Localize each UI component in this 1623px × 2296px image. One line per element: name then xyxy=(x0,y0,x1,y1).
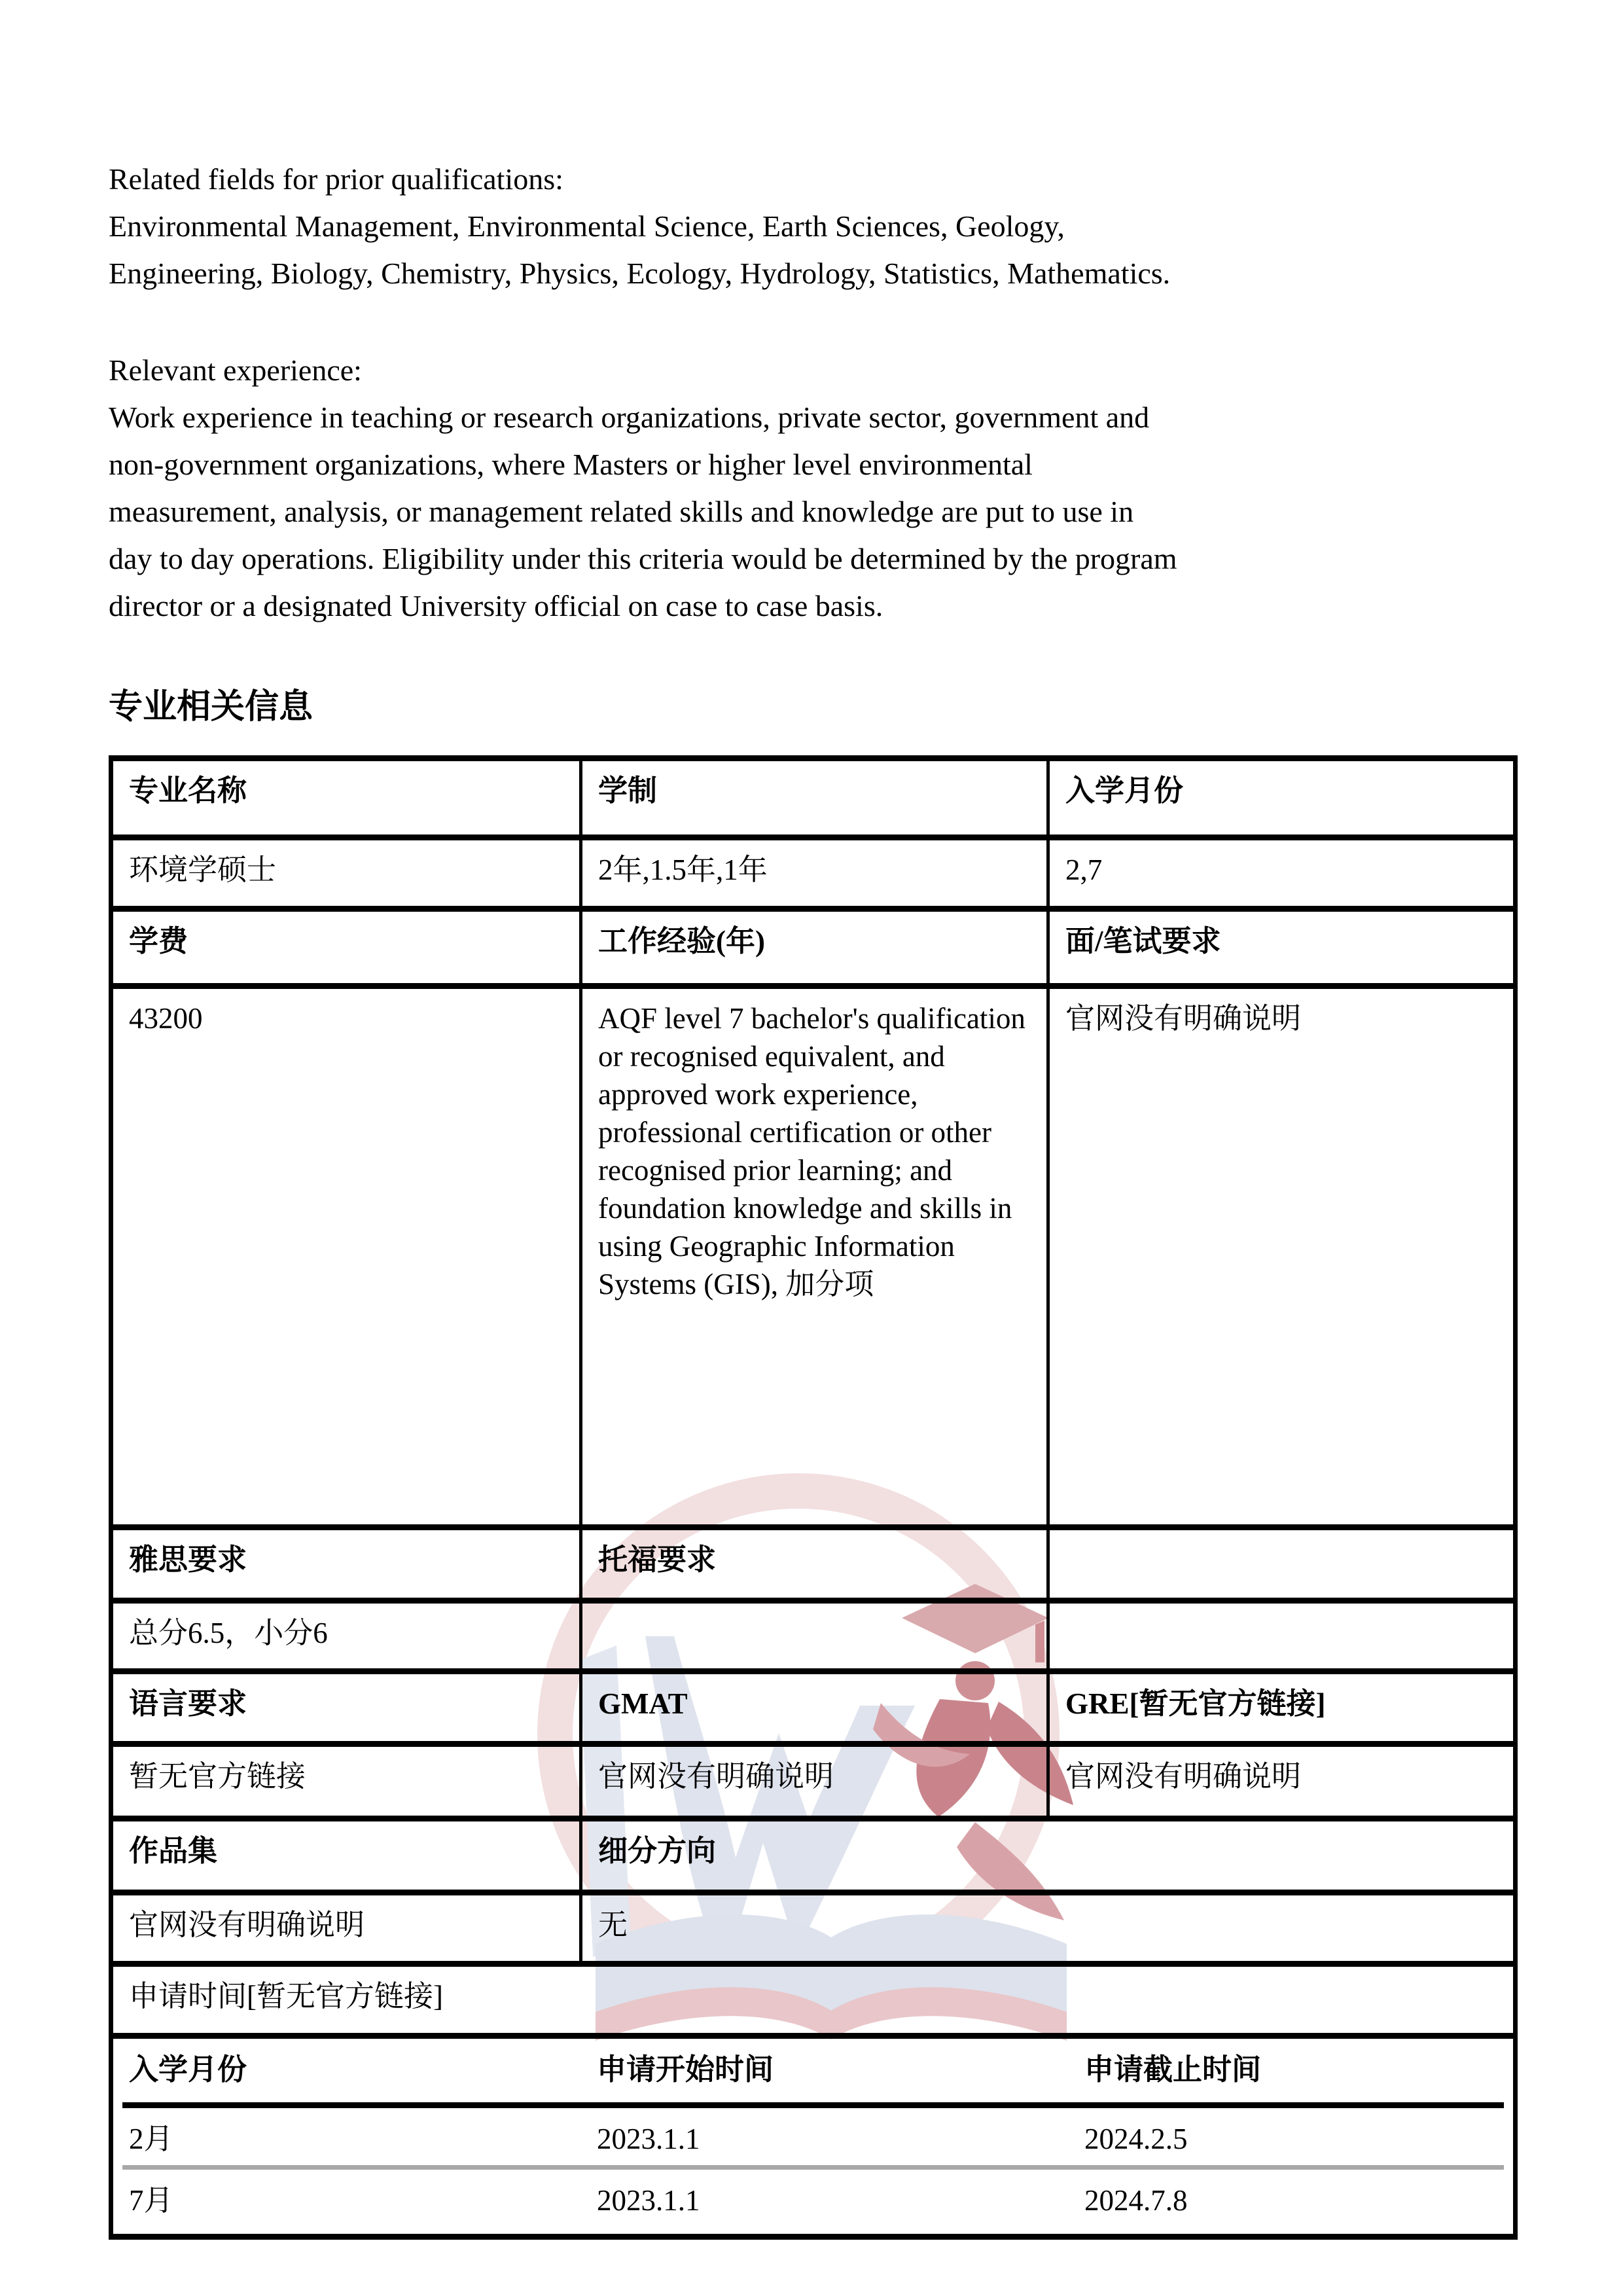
td-ielts: 总分6.5，小分6 xyxy=(111,1601,581,1672)
intro-text xyxy=(109,156,1513,630)
intro-line: Work experience in teaching or research organizations, private sector, government and xyxy=(109,401,1150,434)
td-empty xyxy=(1048,1601,1516,1672)
td-intake-month: 2,7 xyxy=(1048,838,1516,909)
td-duration: 2年,1.5年,1年 xyxy=(581,838,1048,909)
td-program-name: 环境学硕士 xyxy=(111,838,581,909)
th-program-name: 专业名称 xyxy=(111,759,581,838)
th-language-req: 语言要求 xyxy=(111,1672,581,1744)
th-gre: GRE[暂无官方链接] xyxy=(1048,1672,1516,1744)
th-interview-test: 面/笔试要求 xyxy=(1048,909,1516,986)
intro-line: measurement, analysis, or management related skills and knowledge are put to use in xyxy=(109,495,1134,528)
intro-line: Relevant experience: xyxy=(109,353,362,387)
intro-line: director or a designated University official on case to case basis. xyxy=(109,589,883,622)
td-application-time-label: 申请时间[暂无官方链接] xyxy=(111,1964,1516,2036)
td-apply-deadline: 2024.7.8 xyxy=(1084,2184,1188,2217)
td-portfolio: 官网没有明确说明 xyxy=(111,1893,581,1964)
td-specialization: 无 xyxy=(581,1893,1516,1964)
th-empty xyxy=(1048,1528,1516,1601)
intro-line: Environmental Management, Environmental Science, Earth Sciences, Geology, xyxy=(109,209,1065,243)
td-apply-intake: 7月 xyxy=(129,2184,173,2217)
td-work-experience: AQF level 7 bachelor's qualification or recognised equivalent, and approved work experience, professional certification or other recognised prior learning; and foundation knowledge and skills in using Geographic Information Systems (GIS), 加分项 xyxy=(581,986,1048,1528)
table-row xyxy=(111,759,1516,838)
td-apply-open: 2023.1.1 xyxy=(597,2123,700,2155)
th-duration: 学制 xyxy=(581,759,1048,838)
th-apply-intake: 入学月份 xyxy=(129,2053,247,2086)
section-title: 专业相关信息 xyxy=(109,689,313,726)
th-toefl: 托福要求 xyxy=(581,1528,1048,1601)
td-gmat: 官网没有明确说明 xyxy=(581,1744,1048,1819)
document-body xyxy=(109,0,1513,2240)
table-row xyxy=(111,2036,1516,2237)
table-row xyxy=(111,838,1516,909)
relevant-experience-paragraph xyxy=(109,347,1513,630)
apply-header-row xyxy=(122,2039,1504,2108)
apply-data-row xyxy=(122,2108,1504,2170)
table-row xyxy=(111,1964,1516,2036)
intro-line: day to day operations. Eligibility under this criteria would be determined by the program xyxy=(109,542,1177,575)
application-dates-table xyxy=(122,2039,1504,2234)
th-work-experience: 工作经验(年) xyxy=(581,909,1048,986)
table-row xyxy=(111,986,1516,1528)
td-apply-intake: 2月 xyxy=(129,2123,173,2155)
th-gmat: GMAT xyxy=(581,1672,1048,1744)
table-row xyxy=(111,1744,1516,1819)
th-apply-open: 申请开始时间 xyxy=(597,2053,774,2086)
td-interview-test: 官网没有明确说明 xyxy=(1048,986,1516,1528)
th-specialization: 细分方向 xyxy=(581,1819,1516,1893)
application-dates-cell xyxy=(111,2036,1516,2237)
th-intake-month: 入学月份 xyxy=(1048,759,1516,838)
td-apply-deadline: 2024.2.5 xyxy=(1084,2123,1188,2155)
related-fields-paragraph xyxy=(109,156,1513,297)
td-toefl xyxy=(581,1601,1048,1672)
th-tuition: 学费 xyxy=(111,909,581,986)
td-tuition: 43200 xyxy=(111,986,581,1528)
table-row xyxy=(111,1819,1516,1893)
apply-data-row xyxy=(122,2170,1504,2234)
intro-line: Related fields for prior qualifications: xyxy=(109,162,563,196)
th-portfolio: 作品集 xyxy=(111,1819,581,1893)
intro-line: Engineering, Biology, Chemistry, Physics, Ecology, Hydrology, Statistics, Mathematics. xyxy=(109,257,1171,290)
th-apply-deadline: 申请截止时间 xyxy=(1084,2053,1262,2086)
intro-line: non-government organizations, where Masters or higher level environmental xyxy=(109,448,1033,481)
th-ielts: 雅思要求 xyxy=(111,1528,581,1601)
program-info-table xyxy=(109,755,1518,2240)
td-gre: 官网没有明确说明 xyxy=(1048,1744,1516,1819)
td-apply-open: 2023.1.1 xyxy=(597,2184,700,2217)
table-row xyxy=(111,1528,1516,1601)
table-row xyxy=(111,1672,1516,1744)
table-row xyxy=(111,909,1516,986)
table-row xyxy=(111,1601,1516,1672)
table-row xyxy=(111,1893,1516,1964)
td-language-req: 暂无官方链接 xyxy=(111,1744,581,1819)
